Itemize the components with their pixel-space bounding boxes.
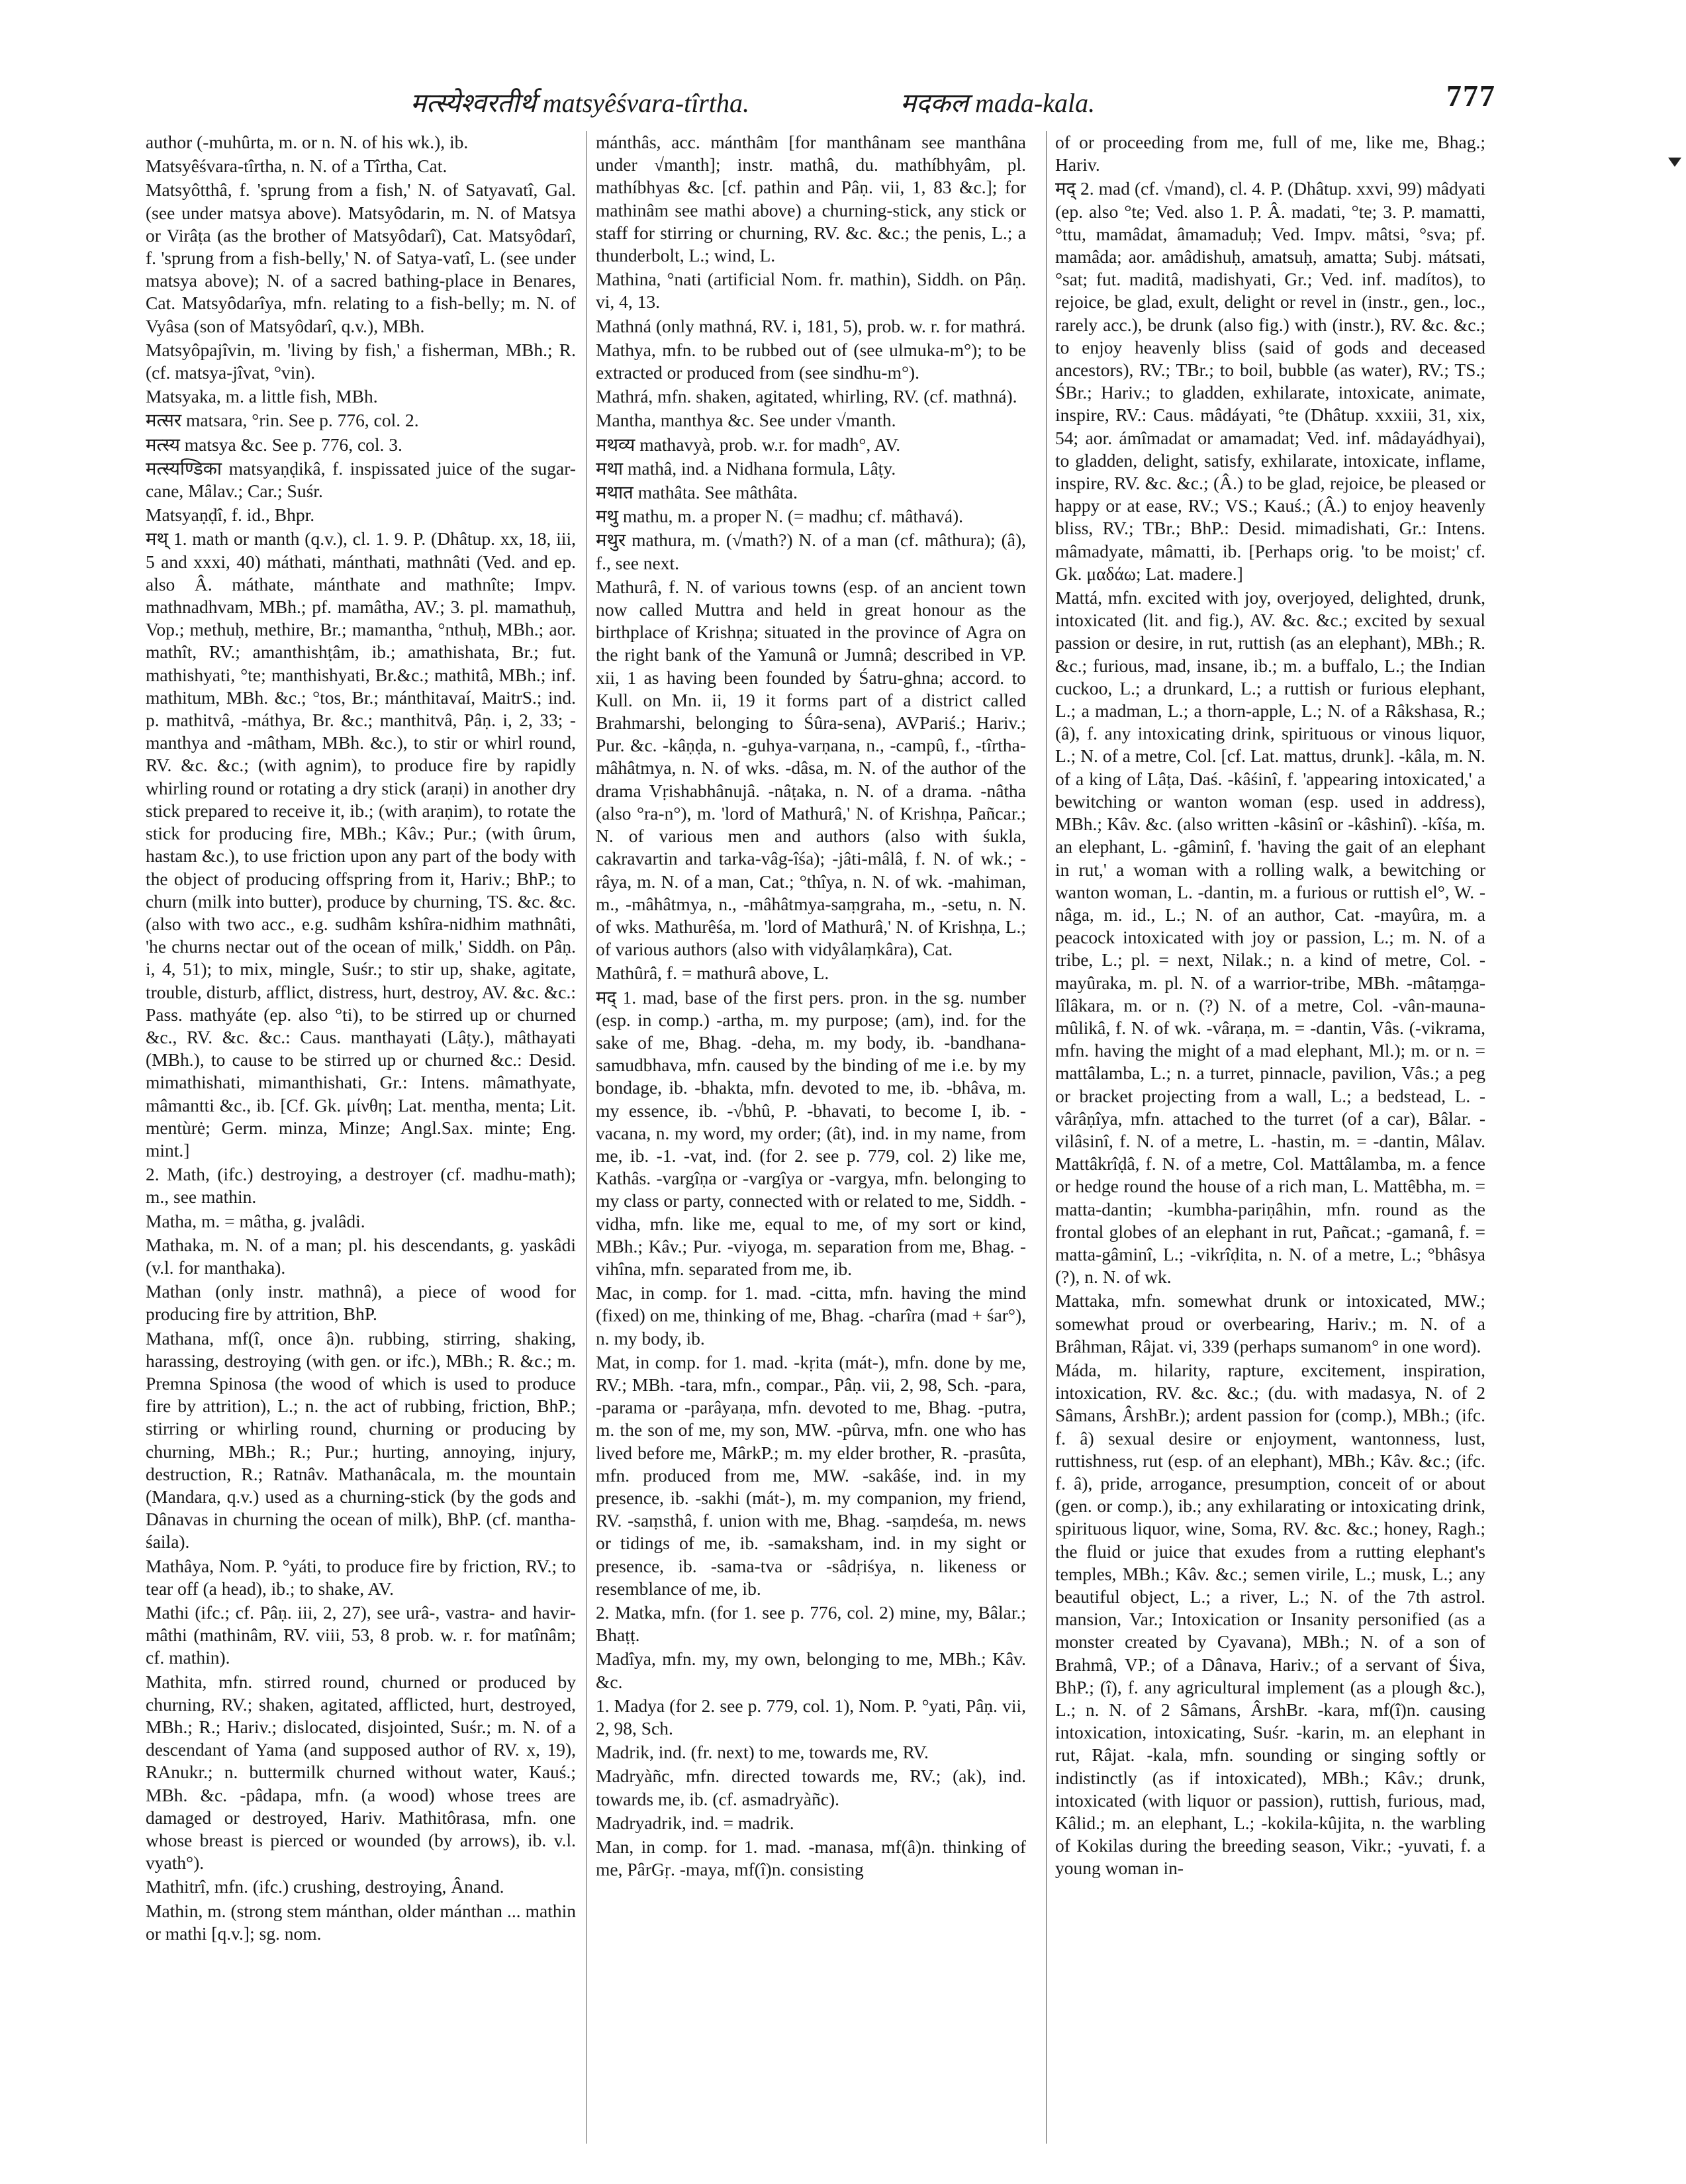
dictionary-entry: Mattaka, mfn. somewhat drunk or intoxicated, MW.; somewhat proud or overbearing, Hariv.; m. N. of a Brâhman, Râjat. vi, 339 (perhaps sumanom° in one word).: [1055, 1290, 1485, 1356]
dictionary-entry: मद् 1. mad, base of the first pers. pron. in the sg. number (esp. in comp.) -artha, m. my purpose; (am), ind. for the sake of me, Bhag. -deha, m. my body, ib. -bandhana-samudbhava, mfn. caused by the binding of me i.e. by my bondage, ib. -bhakta, mfn. devoted to me, ib. -bhâva, m. my essence, ib. -√bhû, P. -bhavati, to become I, ib. -vacana, n. my word, my order; (ât), ind. in my name, from me, ib. -1. -vat, ind. (for 2. see p. 779, col. 2) like me, Kathâs. -vargîṇa or -vargîya or -vargya, mfn. belonging to my class or party, connected with or related to me, Siddh. -vidha, mfn. like me, equal to me, of my sort or kind, MBh.; Kâv.; Pur. -viyoga, m. separation from me, Bhag. -vihîna, mfn. separated from me, ib.: [596, 986, 1026, 1279]
dictionary-entry: Máda, m. hilarity, rapture, excitement, inspiration, intoxication, RV. &c. &c.; (du. with madasya, N. of 2 Sâmans, ÂrshBr.); ardent passion for (comp.), MBh.; (ifc. f. â) sexual desire or enjoyment, wantonness, lust, ruttishness, rut (esp. of an elephant), MBh.; Kâv. &c.; (ifc. f. â), pride, arrogance, presumption, conceit of or about (gen. or comp.), ib.; any exhilarating or intoxicating drink, spirituous liquor, wine, Soma, RV. &c. &c.; honey, Ragh.; the fluid or juice that exudes from a rutting elephant's temples, MBh.; Kâv. &c.; semen virile, L.; musk, L.; any beautiful object, L.; a river, L.; N. of the 7th astrol. mansion, Var.; Intoxication or Insanity personified (as a monster created by Cyavana), MBh.; N. of a son of Brahmâ, VP.; of a Dânava, Hariv.; of a servant of Śiva, BhP.; (î), f. any agricultural implement (as a plough &c.), L.; n. N. of 2 Sâmans, ÂrshBr. -kara, mf(î)n. causing intoxication, intoxicating, Suśr. -karin, m. an elephant in rut, Râjat. -kala, mfn. sounding or singing softly or indistinctly (as if intoxicated), MBh.; Kâv.; drunk, intoxicated (with liquor or passion), ruttish, furious, mad, Kâlid.; m. an elephant, L.; -kokila-kûjita, n. the warbling of Kokilas during the breeding season, Vikr.; -yuvati, f. a young woman in-: [1055, 1359, 1485, 1879]
dictionary-entry: of or proceeding from me, full of me, like me, Bhag.; Hariv.: [1055, 132, 1485, 175]
dictionary-entry: author (-muhûrta, m. or n. N. of his wk.), ib.: [146, 132, 469, 152]
dictionary-entry: Mathita, mfn. stirred round, churned or produced by churning, RV.; shaken, agitated, afflicted, hurt, destroyed, MBh.; R.; Hariv.; dislocated, disjointed, Suśr.; m. N. of a descendant of Yama (and supposed author of RV. x, 19), RAnukr.; n. buttermilk churned without water, Kauś.; MBh. &c. -pâdapa, mfn. (a wood) whose trees are damaged or destroyed, Hariv. Mathitôrasa, mfn. one whose breast is pierced or wounded (by arrows), ib. v.l. vyath°).: [146, 1671, 576, 1874]
dictionary-entry: मथव्य mathavyà, prob. w.r. for madh°, AV.: [596, 434, 901, 455]
dictionary-entry: Madrik, ind. (fr. next) to me, towards me, RV.: [596, 1742, 929, 1763]
column-3: [1055, 131, 1485, 2144]
dictionary-entry: Matsyôtthâ, f. 'sprung from a fish,' N. of Satyavatî, Gal. (see under matsya above). Matsyôdarin, m. N. of Matsya or Virâṭa (as the brother of Matsyôdarî), Cat. Matsyôdarî, f. 'sprung from a fish-belly,' N. of Satya-vatî, L. (see under matsya above); N. of a sacred bathing-place in Benares, Cat. Matsyôdarîya, mfn. relating to a fish-belly; m. N. of Vyâsa (son of Matsyôdarî, q.v.), MBh.: [146, 179, 576, 336]
running-header: [132, 78, 1496, 124]
dictionary-entry: Mac, in comp. for 1. mad. -citta, mfn. having the mind (fixed) on me, thinking of me, Bhag. -charîra (mad + śar°), n. my body, ib.: [596, 1282, 1026, 1349]
dictionary-entry: Matsyaṇḍî, f. id., Bhpr.: [146, 504, 315, 526]
dictionary-entry: मत्स्यण्डिका matsyaṇḍikâ, f. inspissated juice of the sugar-cane, Mâlav.; Car.; Suśr.: [146, 457, 576, 502]
dictionary-entry: Matsyôpajîvin, m. 'living by fish,' a fisherman, MBh.; R. (cf. matsya-jîvat, °vin).: [146, 339, 576, 383]
dictionary-entry: Mathina, °nati (artificial Nom. fr. mathin), Siddh. on Pâṇ. vi, 4, 13.: [596, 269, 1026, 312]
dictionary-entry: Matha, m. = mâtha, g. jvalâdi.: [146, 1210, 365, 1231]
dictionary-entry: Mathana, mf(î, once â)n. rubbing, stirring, shaking, harassing, destroying (with gen. or ifc.), MBh.; R. &c.; m. Premna Spinosa (the wood of which is used to produce fire by attrition), L.; n. the act of rubbing, friction, BhP.; stirring or whirling round, churning or producing by churning, MBh.; R.; Pur.; hurting, annoying, injury, destruction, R.; Ratnâv. Mathanâcala, m. the mountain (Mandara, q.v.) used as a churning-stick (by the gods and Dânavas in churning the ocean of milk), BhP. (cf. mantha-śaila).: [146, 1327, 576, 1552]
dictionary-entry: Mathitrî, mfn. (ifc.) crushing, destroying, Ânand.: [146, 1876, 504, 1897]
dictionary-entry: मत्स्य matsya &c. See p. 776, col. 3.: [146, 434, 402, 455]
dictionary-entry: Matsyaka, m. a little fish, MBh.: [146, 386, 378, 407]
dictionary-entry: Madryàñc, mfn. directed towards me, RV.; (ak), ind. towards me, ib. (cf. asmadryàñc).: [596, 1766, 1026, 1809]
dictionary-entry: Mathin, m. (strong stem mánthan, older mánthan ... mathin or mathi [q.v.]; sg. nom.: [146, 1900, 576, 1944]
dictionary-entry: Man, in comp. for 1. mad. -manasa, mf(â)n. thinking of me, PârGṛ. -maya, mf(î)n. consisting: [596, 1836, 1026, 1880]
header-center-title: मदकल mada-kala.: [900, 88, 1096, 118]
dictionary-entry: Mathûrâ, f. = mathurâ above, L.: [596, 963, 829, 984]
dictionary-entry: 2. Matka, mfn. (for 1. see p. 776, col. 2) mine, my, Bâlar.; Bhaṭṭ.: [596, 1602, 1026, 1646]
dictionary-entry: मथ् 1. math or manth (q.v.), cl. 1. 9. P. (Dhâtup. xx, 18, iii, 5 and xxxi, 40) máthati, mánthati, mathnâti (Ved. and ep. also Â. máthate, mánthate and mathnîte; Impv. mathnadhvam, MBh.; pf. mamâtha, AV.; 3. pl. mamathuḥ, Vop.; methuḥ, methire, Br.; mamantha, °nthuḥ, MBh.; aor. mathît, RV.; amanthishṭâm, ib.; amathishata, Br.; fut. mathishyati, °te; manthishyati, Br.&c.; mathitâ, MBh.; inf. mathitum, MBh. &c.; °tos, Br.; mánthitavaí, MaitrS.; ind. p. mathitvâ, -máthya, Br. &c.; manthitvâ, Pâṇ. i, 2, 33; -manthya and -mâtham, MBh. &c.), to stir or whirl round, RV. &c. &c.; (with agnim), to produce fire by rapidly whirling round or rotating a dry stick (araṇi) in another dry stick prepared to receive it, ib.; (with araṇim), to rotate the stick for producing fire, MBh.; Kâv.; Pur.; (with ûrum, hastam &c.), to use friction upon any part of the body with the object of producing offspring from it, Hariv.; BhP.; to churn (milk into butter), produce by churning, TS. &c. &c. (also with two acc., e.g. sudhâm kshîra-nidhim mathnâti, 'he churns nectar out of the ocean of milk,' Siddh. on Pâṇ. i, 4, 51); to mix, mingle, Suśr.; to stir up, shake, agitate, trouble, disturb, afflict, distress, hurt, destroy, AV. &c. &c.: Pass. mathyáte (ep. also °ti), to be stirred up or churned &c., RV. &c. &c.: Caus. manthayati (Lâṭy.), mâthayati (MBh.), to cause to be stirred up or churned &c.: Desid. mimathishati, mimanthishati, Gr.: Intens. mâmathyate, mâmantti &c., ib. [Cf. Gk. μίνθη; Lat. mentha, menta; Lit. mentùrė; Germ. minza, Minze; Angl.Sax. minte; Eng. mint.]: [146, 528, 576, 1161]
dictionary-entry: Mathâya, Nom. P. °yáti, to produce fire by friction, RV.; to tear off (a head), ib.; to shake, AV.: [146, 1555, 576, 1599]
column-divider: [1046, 131, 1047, 2144]
dictionary-entry: Mathaka, m. N. of a man; pl. his descendants, g. yaskâdi (v.l. for manthaka).: [146, 1234, 576, 1278]
dictionary-entry: Mathrá, mfn. shaken, agitated, whirling, RV. (cf. mathná).: [596, 386, 1017, 407]
dictionary-entry: मद् 2. mad (cf. √mand), cl. 4. P. (Dhâtup. xxvi, 99) mâdyati (ep. also °te; Ved. also 1. P. Â. madati, °te; 3. P. mamatti, °ttu, mamâdat, âmamaduḥ; Ved. Impv. mâtsi, °sva; pf. mamâda; aor. amâdishuḥ, amatsuḥ, amatta; Subj. mátsati, °sat; fut. maditâ, madishyati, Gr.; Ved. inf. madítos), to rejoice, be glad, exult, delight or revel in (instr., gen., loc., rarely acc.), be drunk (also fig.) with (instr.), RV. &c. &c.; to enjoy heavenly bliss (said of gods and deceased ancestors), RV.; TBr.; to boil, bubble (as water), RV.; TS.; ŚBr.; Hariv.; to gladden, exhilarate, intoxicate, animate, inspire, RV.: Caus. mâdáyati, °te (Dhâtup. xxxiii, 31, xix, 54; aor. ámîmadat or amamadat; Ved. inf. mâdayádhyai), to gladden, delight, satisfy, exhilarate, intoxicate, inflame, inspire, RV. &c. &c.; (Â.) to be glad, rejoice, be pleased or happy or at ease, RV.; VS.; Kauś.; (Â.) to enjoy heavenly bliss, RV.; TBr.; BhP.: Desid. mimadishati, Gr.: Intens. mâmadyate, mâmatti, ib. [Perhaps orig. 'to be moist;' cf. Gk. μαδάω; Lat. madere.]: [1055, 178, 1485, 584]
column-1: [146, 131, 576, 2144]
dictionary-entry: Mathan (only instr. mathnâ), a piece of wood for producing fire by attrition, BhP.: [146, 1281, 576, 1325]
dictionary-entry: Mathya, mfn. to be rubbed out of (see ulmuka-m°); to be extracted or produced from (see sindhu-m°).: [596, 339, 1026, 383]
dictionary-entry: Mathurâ, f. N. of various towns (esp. of an ancient town now called Muttra and held in great honour as the birthplace of Krishṇa; situated in the province of Agra on the right bank of the Yamunâ or Jumnâ; described in VP. xii, 1 as having been founded by Śatru-ghna; accord. to Kull. on Mn. ii, 19 it forms part of a district called Brahmarshi, belonging to Śûra-sena), AVPariś.; Hariv.; Pur. &c. -kâṇḍa, n. -guhya-varṇana, n., -campû, f., -tîrtha-mâhâtmya, n. N. of wks. -dâsa, m. N. of the author of the drama Vṛishabhânujâ. -nâṭaka, n. N. of a drama. -nâtha (also °ra-n°), m. 'lord of Mathurâ,' N. of Krishṇa, Pañcar.; N. of various men and authors (also with śukla, cakravartin and tarka-vâg-îśa); -jâti-mâlâ, f. N. of wk.; -râya, m. N. of a man, Cat.; °thîya, n. N. of wk. -mahiman, m., -mâhâtmya, n., -mâhâtmya-saṃgraha, m., -setu, n. N. of wks. Mathurêśa, m. 'lord of Mathurâ,' N. of Krishṇa, L.; of various authors (also with vidyâlaṃkâra), Cat.: [596, 576, 1026, 960]
dictionary-entry: Madryadrik, ind. = madrik.: [596, 1812, 794, 1833]
dictionary-entry: मथु mathu, m. a proper N. (= madhu; cf. mâthavá).: [596, 506, 964, 527]
dictionary-entry: मथुर mathura, m. (√math?) N. of a man (cf. mâthura); (â), f., see next.: [596, 530, 1026, 573]
dictionary-entry: मथात mathâta. See mâthâta.: [596, 482, 798, 503]
header-left-title: मत्स्येश्वरतीर्थ matsyêśvara-tîrtha.: [410, 88, 749, 118]
dictionary-entry: मथा mathâ, ind. a Nidhana formula, Lâṭy.: [596, 457, 896, 479]
column-2: [596, 131, 1026, 2144]
dictionary-entry: 2. Math, (ifc.) destroying, a destroyer (cf. madhu-math); m., see mathin.: [146, 1164, 576, 1208]
dictionary-entry: mánthâs, acc. mánthâm [for manthânam see manthâna under √manth]; instr. mathâ, du. mathíbhyâm, pl. mathíbhyas &c. [cf. pathin and Pâṇ. vii, 1, 83 &c.]; for mathinâm see mathi above) a churning-stick, any stick or staff for stirring or churning, RV. &c. &c.; the penis, L.; a thunderbolt, L.; wind, L.: [596, 132, 1026, 266]
dictionary-entry: Mantha, manthya &c. See under √manth.: [596, 410, 896, 431]
dictionary-entry: Matsyêśvara-tîrtha, n. N. of a Tîrtha, Cat.: [146, 156, 447, 177]
column-divider: [586, 131, 587, 2144]
dictionary-entry: मत्सर matsara, °rin. See p. 776, col. 2.: [146, 410, 419, 431]
margin-arrow-icon: [1668, 158, 1681, 167]
page-number: 777: [1446, 79, 1496, 113]
dictionary-entry: Mat, in comp. for 1. mad. -kṛita (mát-), mfn. done by me, RV.; MBh. -tara, mfn., compar., Pâṇ. vii, 2, 98, Sch. -para, -parama or -parâyaṇa, mfn. devoted to me, Bhag. -putra, m. the son of me, my son, MW. -pûrva, mfn. one who has lived before me, MârkP.; m. my elder brother, R. -prasûta, mfn. produced from me, MW. -sakâśe, ind. in my presence, ib. -sakhi (mát-), m. my companion, my friend, RV. -saṃsthâ, f. union with me, Bhag. -saṃdeśa, m. news or tidings of me, ib. -samaksham, ind. in my sight or presence, ib. -sama-tva or -sâdṛiśya, n. likeness or resemblance of me, ib.: [596, 1351, 1026, 1599]
dictionary-entry: 1. Madya (for 2. see p. 779, col. 1), Nom. P. °yati, Pâṇ. vii, 2, 98, Sch.: [596, 1695, 1026, 1739]
dictionary-entry: Madîya, mfn. my, my own, belonging to me, MBh.; Kâv. &c.: [596, 1648, 1026, 1692]
dictionary-entry: Mathná (only mathná, RV. i, 181, 5), prob. w. r. for mathrá.: [596, 315, 1026, 336]
dictionary-entry: Mathi (ifc.; cf. Pâṇ. iii, 2, 27), see urâ-, vastra- and havir-mâthi (mathinâm, RV. viii, 53, 8 prob. w. r. for matînâm; cf. mathin).: [146, 1602, 576, 1668]
dictionary-entry: Mattá, mfn. excited with joy, overjoyed, delighted, drunk, intoxicated (lit. and fig.), AV. &c. &c.; excited by sexual passion or desire, in rut, ruttish (as an elephant), MBh.; R. &c.; furious, mad, insane, ib.; m. a buffalo, L.; the Indian cuckoo, L.; a drunkard, L.; a ruttish or furious elephant, L.; a madman, L.; a thorn-apple, L.; N. of a Râkshasa, R.; (â), f. any intoxicating drink, spirituous or vinous liquor, L.; N. of a metre, Col. [cf. Lat. mattus, drunk]. -kâla, m. N. of a king of Lâṭa, Daś. -kâśinî, f. 'appearing intoxicated,' a bewitching or wanton woman (esp. used in address), MBh.; Kâv. &c. (also written -kâsinî or -kâshinî). -kîśa, m. an elephant, L. -gâminî, f. 'having the gait of an elephant in rut,' a woman with a rolling walk, a bewitching or wanton woman, L. -dantin, m. a furious or ruttish el°, W. -nâga, m. id., L.; N. of an author, Cat. -mayûra, m. a peacock intoxicated with joy or passion, L.; m. N. of a tribe, L.; pl. = next, Nilak.; n. a kind of metre, Col. -mayûraka, m. pl. N. of a warrior-tribe, MBh. -mâtaṃga-lîlâkara, m. or n. (?) N. of a metre, Col. -vân-mauna-mûlikâ, f. N. of wk. -vâraṇa, m. = -dantin, Vâs. (-vikrama, mfn. having the might of a mad elephant, Ml.); m. or n. = mattâlamba, L.; n. a turret, pinnacle, pavilion, Vâs.; a peg or bracket projecting from a wall, L.; a bedstead, L. -vârâṇîya, mfn. attached to the turret (of a car), Bâlar. -vilâsinî, f. N. of a metre, L. -hastin, m. = -dantin, Mâlav. Mattâkrîḍâ, f. N. of a metre, Col. Mattâlamba, m. a fence or hedge round the house of a rich man, L. Mattêbha, m. = matta-dantin; -kumbha-pariṇâhin, mfn. round as the frontal globes of an elephant in rut, Pañcat.; -gamanâ, f. = matta-gâminî, L.; -vikrîḍita, n. N. of a metre, L.; °bhâsya (?), n. N. of wk.: [1055, 587, 1485, 1288]
